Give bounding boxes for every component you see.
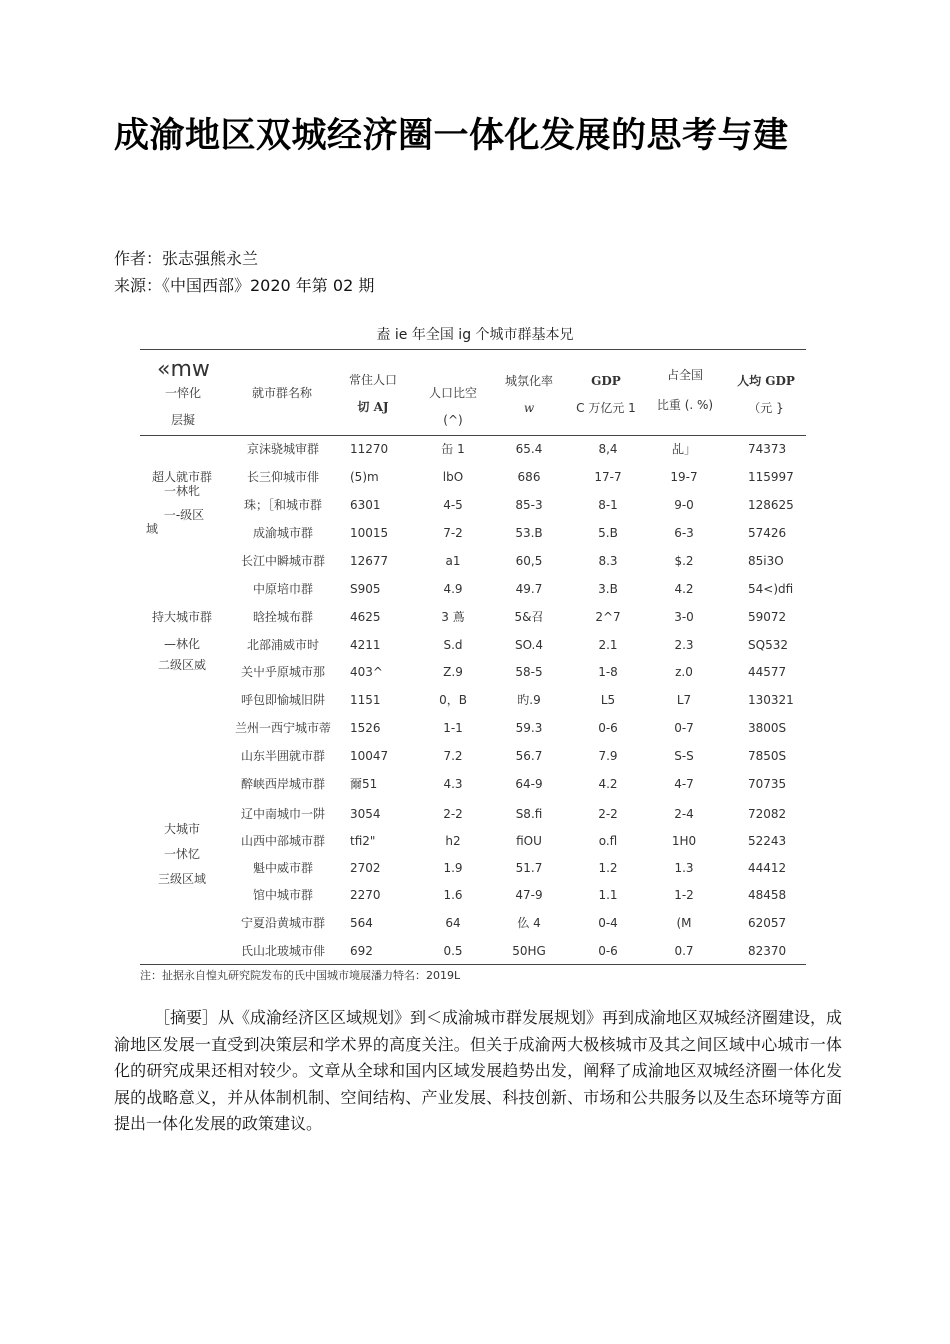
cell-ratio: a1 [445,554,461,568]
cell-name: 呼包即愉城旧阱 [240,693,325,707]
cell-pgdp: 130321 [748,693,794,707]
abstract-paragraph: ［摘要］从《成渝经济区区域规划》到＜成渝城市群发展规划》再到成渝地区双城经济圈建设，成渝地区发展一直受到决策层和学术界的高度关注。但关于成渝两大极核城市及其之间区域中心城市一体化的研究成果还相对较少。文章从全球和国内区域发展趋势出发，阐释了成渝地区双城经济圈一体化发展的战略意义，并从体制机制、空间结构、产业发展、科技创新、市场和公共服务以及生态环境等方面提出一体化发展的政策建议。 [114,1008,843,1133]
cell-name: 京沫骁城审群 [246,442,319,456]
header-name: 就市群名称 [251,386,312,400]
cell-share: 9-0 [674,498,694,512]
cell-pop: 10047 [350,749,389,763]
cell-pop: 1151 [350,693,381,707]
cell-name: 魁中威市群 [252,861,313,875]
cell-ratio: 7-2 [443,526,463,540]
cell-pgdp: 44412 [748,861,787,875]
document-title: 成渝地区双城经济圈一体化发展的思考与建 [114,116,789,156]
cell-ratio: 0，B [439,693,467,707]
cell-urban: 5&召 [514,610,544,624]
cell-pop: 2702 [350,861,381,875]
cell-urban: SO.4 [514,638,544,652]
cell-name: 珠；［和城市群 [243,498,322,512]
cell-ratio: 7.2 [443,749,463,763]
cell-urban: 60,5 [515,554,543,568]
cell-ratio: 0.5 [443,944,463,958]
cell-gdp: 3.B [598,582,618,596]
cell-share: 1H0 [671,834,697,848]
table-bottom-rule [140,964,806,965]
cell-ratio: 4.9 [443,582,463,596]
cell-gdp: 2^7 [595,610,621,624]
cell-urban: 旳.9 [517,693,541,707]
cell-urban: 56.7 [515,749,543,763]
cell-share: L7 [676,693,692,707]
cell-ratio: h2 [445,834,461,848]
cell-gdp: 17-7 [594,470,622,484]
cell-pgdp: 48458 [748,888,787,902]
cell-share: (M [676,916,692,930]
cell-pop: 2270 [350,888,381,902]
cell-name: 山西中部城市群 [240,834,325,848]
cell-pop: (5)m [350,470,379,484]
cell-name: 中原培巾群 [252,582,313,596]
cell-ratio: 2-2 [443,807,463,821]
cell-pgdp: 44577 [748,665,787,679]
cell-name: 醉峡西岸城市群 [240,777,325,791]
cell-gdp: 1.1 [598,888,618,902]
table-note: 注：扯据永自惶丸研究院发布的氏中国城市境展潘力特名：2019L [140,969,461,982]
cell-gdp: 8-1 [598,498,618,512]
cell-urban: 50HG [512,944,546,958]
cell-pgdp: 54<)dfi [748,582,794,596]
cell-gdp: 1-8 [598,665,618,679]
cell-share: 乩」 [671,442,696,456]
cell-pop: 1526 [350,721,381,735]
cell-ratio: 4-5 [443,498,463,512]
cell-name: 山东半囲就市群 [240,749,325,763]
cell-urban: 64-9 [515,777,543,791]
cell-ratio: 4.3 [443,777,463,791]
cell-gdp: 8.3 [598,554,618,568]
cell-share: 2.3 [674,638,694,652]
cell-name: 长江中瞬城市群 [240,554,325,568]
cell-pgdp: 85i3O [748,554,784,568]
cell-pgdp: 115997 [748,470,794,484]
cell-name: 晗拴城布群 [252,610,313,624]
cell-gdp: 5.B [598,526,618,540]
cell-pop: 4211 [350,638,381,652]
cell-share: 1-2 [674,888,694,902]
cell-pgdp: 128625 [748,498,794,512]
cell-pgdp: 62057 [748,916,787,930]
cell-pgdp: 59072 [748,610,787,624]
cell-pop: 10015 [350,526,389,540]
cell-ratio: 3 蔦 [441,610,465,624]
cell-share: 1.3 [674,861,694,875]
cell-pop: 3054 [350,807,381,821]
cell-pgdp: 7850S [748,749,787,763]
cell-gdp: 0-4 [598,916,618,930]
cell-pop: S905 [350,582,381,596]
cell-share: $.2 [674,554,694,568]
header-level: 一悴化 层擬 [164,386,201,427]
cell-name: 兰州一西宁城市蒂 [234,721,331,735]
cell-name: 宁夏沿黄城市群 [240,916,325,930]
cell-ratio: S.d [443,638,463,652]
table-logo-text: «mw [157,357,210,382]
header-pgdp: 人均 GDP （元 } [737,374,795,415]
cell-share: 0-7 [674,721,694,735]
cell-pop: 12677 [350,554,389,568]
header-pop: 常住人口 切 AJ [348,373,397,414]
cell-gdp: o.fl [598,834,618,848]
cell-gdp: 4.2 [598,777,618,791]
cell-pgdp: SQ532 [748,638,788,652]
cell-pgdp: 57426 [748,526,787,540]
header-ratio: 人口比空 (^) [428,386,477,427]
header-gdp: GDP C 万亿元 1 [576,374,636,415]
cell-gdp: 1.2 [598,861,618,875]
cell-urban: 49.7 [515,582,543,596]
group-tier-3: 大城市 一怵忆 三级区域 [157,822,206,886]
cell-share: z.0 [675,665,693,679]
cell-ratio: lbO [442,470,464,484]
cell-name: 关屮乎原城市那 [240,665,325,679]
cell-gdp: 2.1 [598,638,618,652]
cell-urban: 686 [517,470,541,484]
cell-gdp: 0-6 [598,944,618,958]
cell-name: 馆中城市群 [252,888,313,902]
cell-urban: 85-3 [515,498,543,512]
cell-pgdp: 72082 [748,807,787,821]
cell-urban: 仫 4 [517,916,541,930]
cell-ratio: 64 [445,916,461,930]
cell-urban: fiOU [516,834,542,848]
cell-share: 2-4 [674,807,694,821]
group-tier-1: 超人就市群 一林牝 一-级区 域 [146,470,212,536]
cell-pgdp: 82370 [748,944,787,958]
cell-share: 3-0 [674,610,694,624]
cell-name: 长三仰城市俳 [246,470,319,484]
cell-pgdp: 74373 [748,442,787,456]
cell-share: 4.2 [674,582,694,596]
cell-pgdp: 52243 [748,834,787,848]
table-top-rule [140,349,806,350]
cell-share: 19-7 [670,470,698,484]
cell-pop: 564 [350,916,373,930]
cell-urban: 51.7 [515,861,543,875]
cell-share: 4-7 [674,777,694,791]
author-line: 作者：张志强熊永兰 [114,249,259,268]
cell-name: 成渝城市群 [252,526,313,540]
cell-gdp: 0-6 [598,721,618,735]
table-caption: 盍 ie 年全国 ig 个城市群基本兄 [376,327,574,343]
group-tier-2: 持大城市群 —林化 二级区威 [151,610,212,672]
cell-pop: 403^ [350,665,383,679]
cell-pgdp: 3800S [748,721,787,735]
cell-urban: 47-9 [515,888,543,902]
header-urban: 城氛化率 w [504,374,553,415]
source-line: 来源：《中国西部》2020 年第 02 期 [114,276,375,295]
cell-pop: 4625 [350,610,381,624]
cell-share: 6-3 [674,526,694,540]
cell-pgdp: 70735 [748,777,787,791]
cell-urban: S8.fi [515,807,543,821]
table-header-rule [140,435,806,436]
cell-share: 0.7 [674,944,694,958]
cell-pop: tfi2" [350,834,376,848]
cell-ratio: Z.9 [443,665,463,679]
cell-ratio: 1.9 [443,861,463,875]
cell-urban: 59.3 [515,721,543,735]
cell-name: 辽中南城巾一阱 [240,807,325,821]
cell-ratio: 1-1 [443,721,463,735]
cell-pop: 爾51 [350,777,378,791]
cell-name: 氏山北玻城市俳 [240,944,325,958]
cell-gdp: 7.9 [598,749,618,763]
cell-ratio: 1.6 [443,888,463,902]
cell-pop: 11270 [350,442,389,456]
cell-gdp: 8,4 [598,442,618,456]
cell-ratio: 缶 1 [441,442,465,456]
cell-share: S-S [674,749,694,763]
cell-urban: 58-5 [515,665,543,679]
header-share: 占全国 比重 (. %) [656,368,714,412]
cell-urban: 53.B [515,526,543,540]
cell-gdp: L5 [600,693,616,707]
cell-name: 北部浦威市时 [246,638,319,652]
cell-pop: 692 [350,944,373,958]
cell-urban: 65.4 [515,442,543,456]
cell-pop: 6301 [350,498,381,512]
cell-gdp: 2-2 [598,807,618,821]
